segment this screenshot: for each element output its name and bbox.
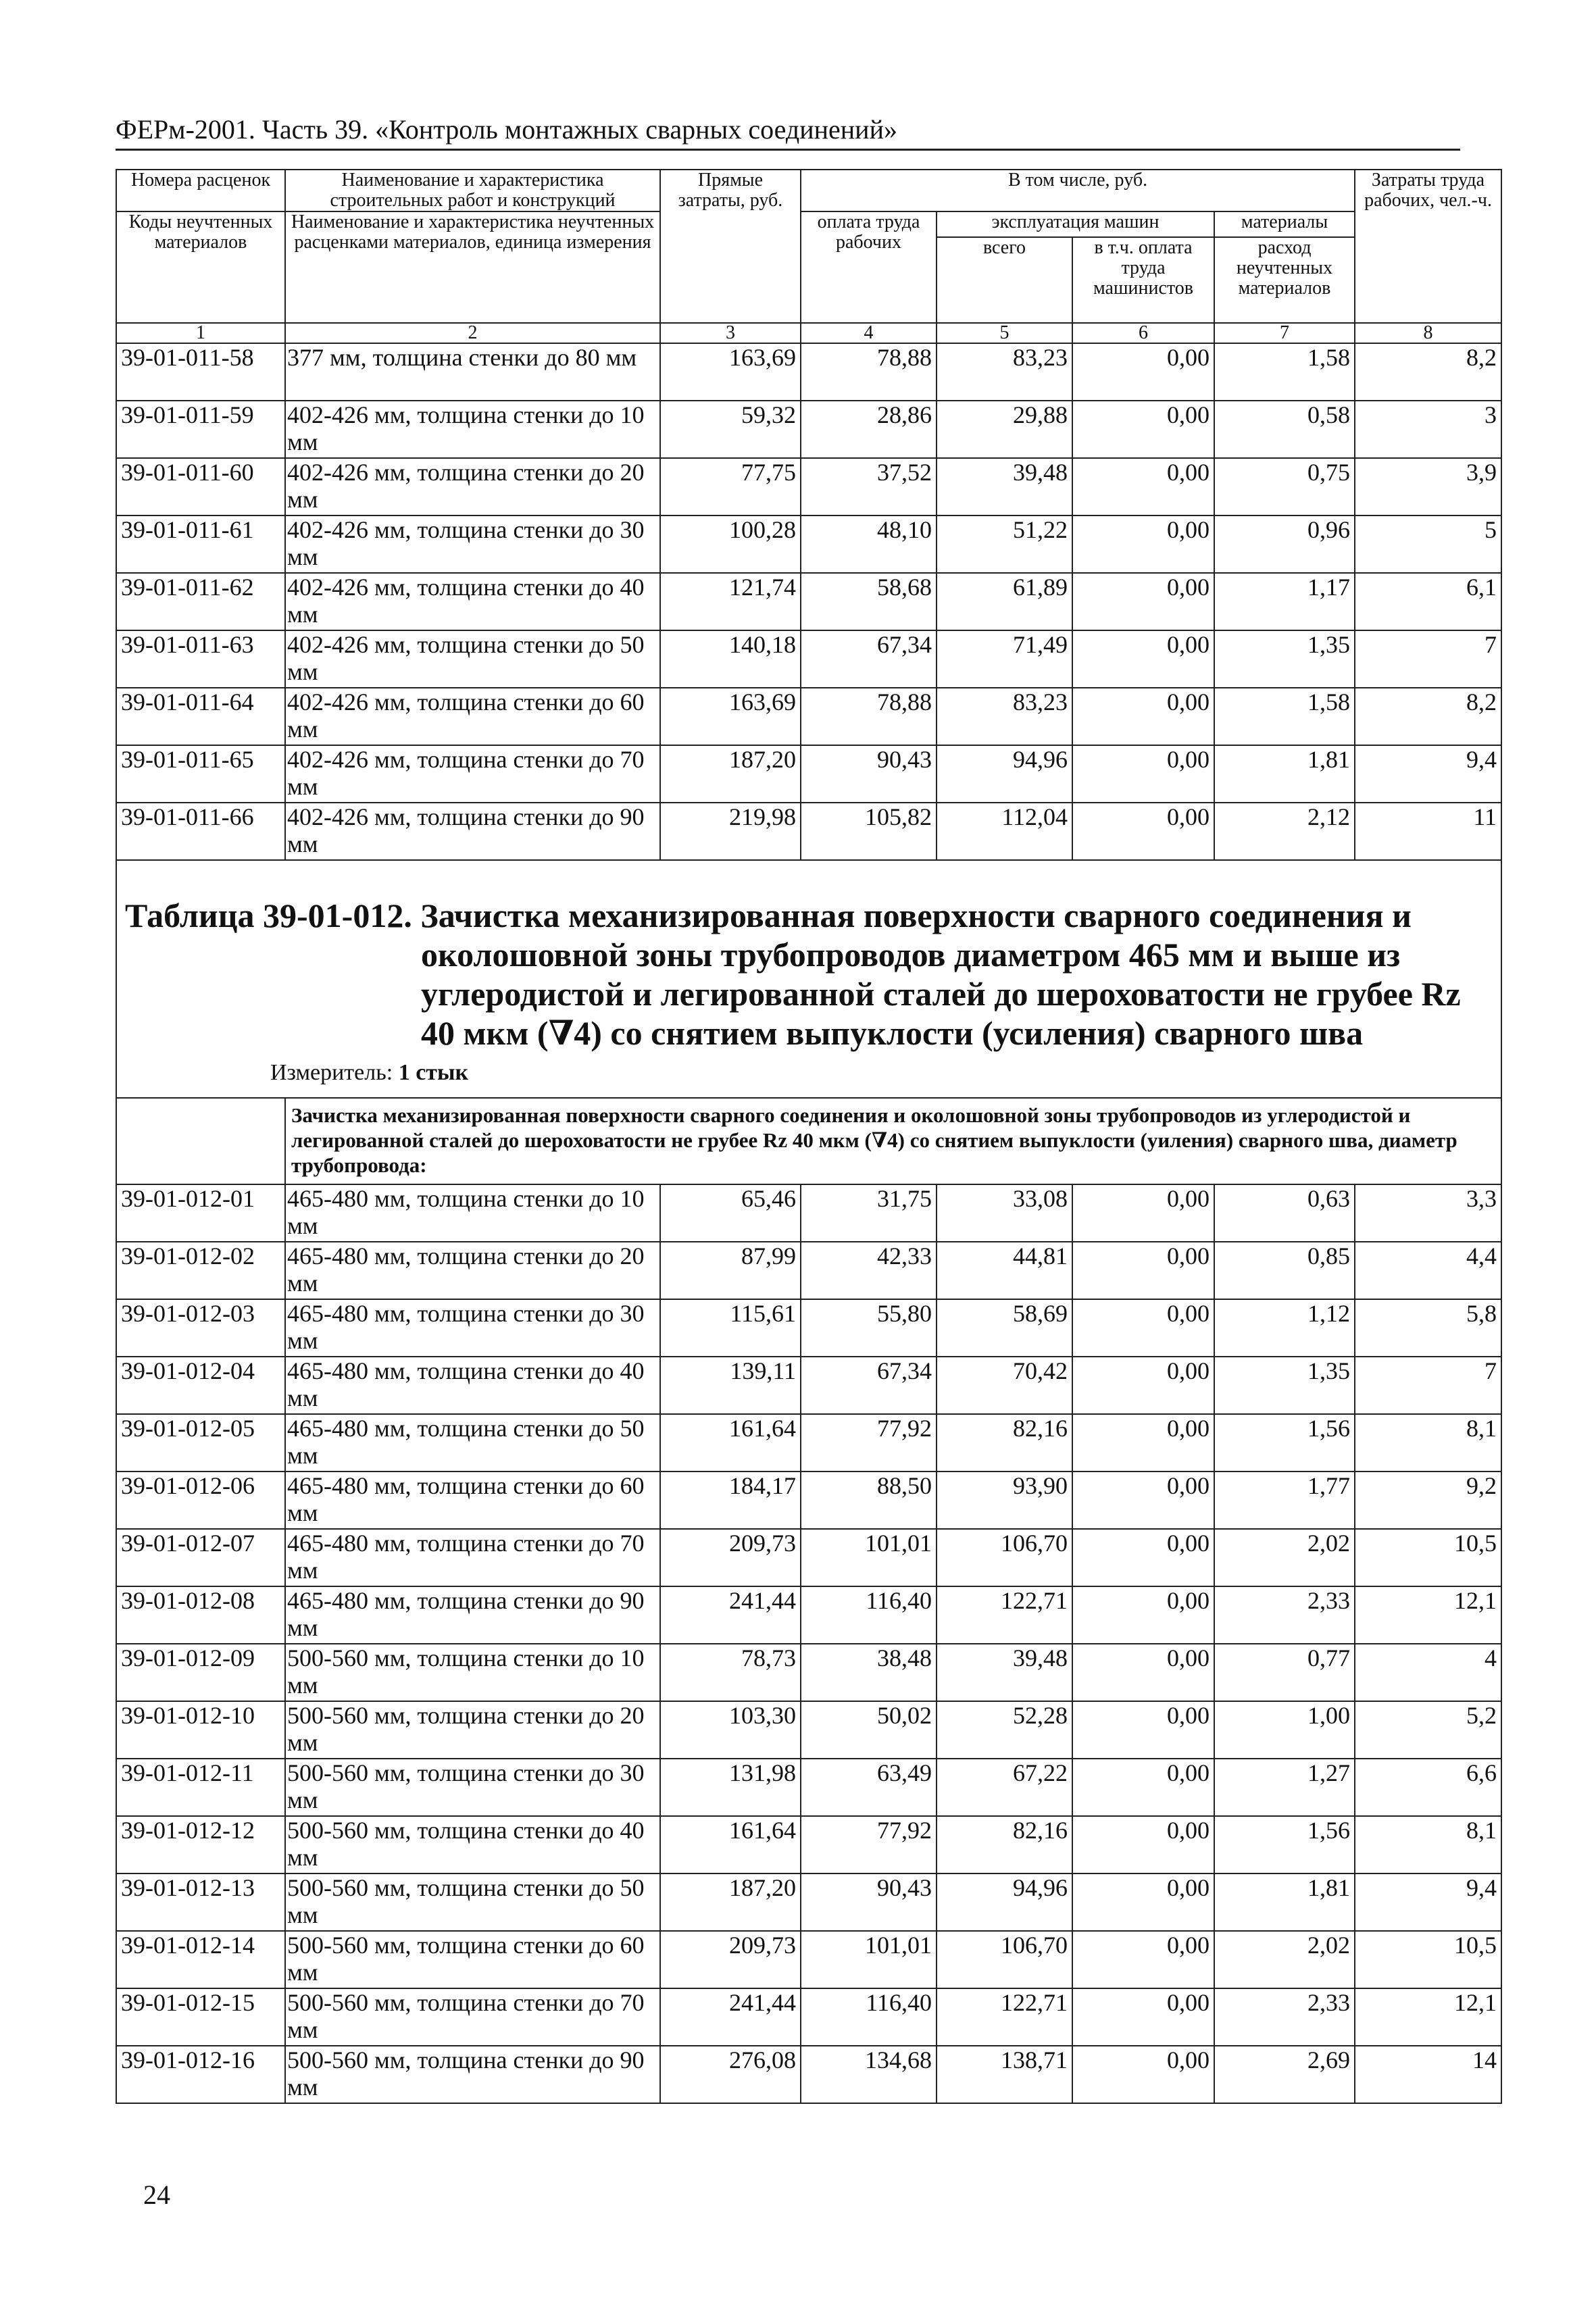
machinist-pay-cell: 0,00	[1072, 1184, 1214, 1242]
machinist-pay-cell: 0,00	[1072, 1931, 1214, 1988]
machines-total-cell: 94,96	[937, 745, 1072, 803]
materials-use-cell: 1,27	[1214, 1759, 1355, 1816]
column-number: 6	[1072, 323, 1214, 343]
column-number: 7	[1214, 323, 1355, 343]
machinist-pay-cell: 0,00	[1072, 1472, 1214, 1529]
direct-costs-cell: 100,28	[660, 515, 801, 573]
column-number-row	[116, 323, 1501, 343]
labor-pay-cell: 42,33	[801, 1242, 937, 1299]
header-direct-costs: Прямые затраты, руб.	[660, 170, 801, 323]
table-body	[116, 170, 1501, 2103]
rate-code-cell: 39-01-011-62	[116, 573, 285, 630]
table-row	[116, 458, 1501, 515]
work-description-cell: 500-560 мм, толщина стенки до 70 мм	[285, 1988, 660, 2046]
header-material-codes: Коды неучтенных материалов	[116, 211, 285, 323]
rate-code-cell: 39-01-011-65	[116, 745, 285, 803]
column-number: 5	[937, 323, 1072, 343]
rate-code-cell: 39-01-012-14	[116, 1931, 285, 1988]
materials-use-cell: 2,12	[1214, 803, 1355, 860]
rate-code-cell: 39-01-012-03	[116, 1299, 285, 1357]
table-row	[116, 1299, 1501, 1357]
labor-costs-cell: 10,5	[1355, 1931, 1501, 1988]
rate-code-cell: 39-01-012-11	[116, 1759, 285, 1816]
page-header	[116, 114, 1460, 151]
table-row	[116, 1472, 1501, 1529]
materials-use-cell: 2,02	[1214, 1931, 1355, 1988]
work-description-cell: 500-560 мм, толщина стенки до 90 мм	[285, 2046, 660, 2103]
labor-costs-cell: 9,4	[1355, 745, 1501, 803]
table-row	[116, 630, 1501, 688]
direct-costs-cell: 187,20	[660, 1873, 801, 1931]
labor-costs-cell: 8,1	[1355, 1816, 1501, 1873]
machinist-pay-cell: 0,00	[1072, 630, 1214, 688]
header-machines-total: всего	[937, 237, 1072, 323]
table-row	[116, 1586, 1501, 1644]
rates-table	[116, 169, 1502, 2104]
labor-pay-cell: 31,75	[801, 1184, 937, 1242]
direct-costs-cell: 65,46	[660, 1184, 801, 1242]
labor-pay-cell: 63,49	[801, 1759, 937, 1816]
rate-code-cell: 39-01-012-16	[116, 2046, 285, 2103]
table-row	[116, 1184, 1501, 1242]
work-description-cell: 465-480 мм, толщина стенки до 30 мм	[285, 1299, 660, 1357]
labor-costs-cell: 14	[1355, 2046, 1501, 2103]
table-row	[116, 1414, 1501, 1472]
materials-use-cell: 2,02	[1214, 1529, 1355, 1586]
direct-costs-cell: 184,17	[660, 1472, 801, 1529]
rate-code-cell: 39-01-012-04	[116, 1357, 285, 1414]
work-description-cell: 402-426 мм, толщина стенки до 60 мм	[285, 688, 660, 745]
machinist-pay-cell: 0,00	[1072, 1529, 1214, 1586]
machinist-pay-cell: 0,00	[1072, 573, 1214, 630]
labor-costs-cell: 7	[1355, 630, 1501, 688]
column-number: 4	[801, 323, 937, 343]
machines-total-cell: 122,71	[937, 1586, 1072, 1644]
rate-code-cell: 39-01-011-63	[116, 630, 285, 688]
header-row-1	[116, 170, 1501, 211]
work-description-cell: 465-480 мм, толщина стенки до 50 мм	[285, 1414, 660, 1472]
work-description-cell: 402-426 мм, толщина стенки до 50 мм	[285, 630, 660, 688]
labor-costs-cell: 6,1	[1355, 573, 1501, 630]
column-number: 3	[660, 323, 801, 343]
work-description-cell: 377 мм, толщина стенки до 80 мм	[285, 343, 660, 401]
labor-pay-cell: 116,40	[801, 1586, 937, 1644]
header-work-name: Наименование и характеристика строительных работ и конструкций	[285, 170, 660, 211]
machinist-pay-cell: 0,00	[1072, 401, 1214, 458]
work-description-cell: 465-480 мм, толщина стенки до 90 мм	[285, 1586, 660, 1644]
materials-use-cell: 0,58	[1214, 401, 1355, 458]
table-row	[116, 515, 1501, 573]
labor-costs-cell: 3,9	[1355, 458, 1501, 515]
labor-pay-cell: 48,10	[801, 515, 937, 573]
table-row	[116, 1873, 1501, 1931]
machines-total-cell: 112,04	[937, 803, 1072, 860]
header-labor-costs: Затраты труда рабочих, чел.-ч.	[1355, 170, 1501, 323]
table-row	[116, 1529, 1501, 1586]
table-row	[116, 1644, 1501, 1701]
rate-code-cell: 39-01-012-07	[116, 1529, 285, 1586]
labor-pay-cell: 116,40	[801, 1988, 937, 2046]
column-number: 8	[1355, 323, 1501, 343]
labor-pay-cell: 77,92	[801, 1816, 937, 1873]
measure-label: Измеритель:	[270, 1060, 393, 1085]
header-including: В том числе, руб.	[801, 170, 1355, 211]
materials-use-cell: 1,00	[1214, 1701, 1355, 1759]
machines-total-cell: 29,88	[937, 401, 1072, 458]
materials-use-cell: 0,85	[1214, 1242, 1355, 1299]
machinist-pay-cell: 0,00	[1072, 1357, 1214, 1414]
labor-costs-cell: 12,1	[1355, 1586, 1501, 1644]
page-number: 24	[143, 2180, 170, 2210]
machinist-pay-cell: 0,00	[1072, 343, 1214, 401]
direct-costs-cell: 140,18	[660, 630, 801, 688]
measure-value: 1 стык	[398, 1060, 469, 1085]
column-number: 2	[285, 323, 660, 343]
rate-code-cell: 39-01-012-08	[116, 1586, 285, 1644]
work-description-cell: 465-480 мм, толщина стенки до 60 мм	[285, 1472, 660, 1529]
header-machines: эксплуатация машин	[937, 211, 1214, 237]
table-row	[116, 688, 1501, 745]
materials-use-cell: 2,33	[1214, 1586, 1355, 1644]
labor-costs-cell: 8,1	[1355, 1414, 1501, 1472]
direct-costs-cell: 78,73	[660, 1644, 801, 1701]
machinist-pay-cell: 0,00	[1072, 688, 1214, 745]
machines-total-cell: 70,42	[937, 1357, 1072, 1414]
machinist-pay-cell: 0,00	[1072, 1242, 1214, 1299]
work-description-cell: 402-426 мм, толщина стенки до 30 мм	[285, 515, 660, 573]
table-row	[116, 1988, 1501, 2046]
machines-total-cell: 52,28	[937, 1701, 1072, 1759]
table-row	[116, 2046, 1501, 2103]
machinist-pay-cell: 0,00	[1072, 2046, 1214, 2103]
materials-use-cell: 2,33	[1214, 1988, 1355, 2046]
machines-total-cell: 106,70	[937, 1529, 1072, 1586]
direct-costs-cell: 121,74	[660, 573, 801, 630]
materials-use-cell: 1,56	[1214, 1816, 1355, 1873]
labor-costs-cell: 5,2	[1355, 1701, 1501, 1759]
labor-pay-cell: 78,88	[801, 343, 937, 401]
direct-costs-cell: 241,44	[660, 1988, 801, 2046]
labor-pay-cell: 101,01	[801, 1529, 937, 1586]
rate-code-cell: 39-01-011-60	[116, 458, 285, 515]
machinist-pay-cell: 0,00	[1072, 1299, 1214, 1357]
machinist-pay-cell: 0,00	[1072, 745, 1214, 803]
direct-costs-cell: 139,11	[660, 1357, 801, 1414]
machinist-pay-cell: 0,00	[1072, 1759, 1214, 1816]
rate-code-cell: 39-01-011-64	[116, 688, 285, 745]
work-description-cell: 402-426 мм, толщина стенки до 70 мм	[285, 745, 660, 803]
group-title-row	[116, 1098, 1501, 1184]
machines-total-cell: 39,48	[937, 458, 1072, 515]
table-row	[116, 401, 1501, 458]
machines-total-cell: 33,08	[937, 1184, 1072, 1242]
work-description-cell: 500-560 мм, толщина стенки до 60 мм	[285, 1931, 660, 1988]
labor-costs-cell: 10,5	[1355, 1529, 1501, 1586]
column-number: 1	[116, 323, 285, 343]
machines-total-cell: 71,49	[937, 630, 1072, 688]
machines-total-cell: 122,71	[937, 1988, 1072, 2046]
machinist-pay-cell: 0,00	[1072, 458, 1214, 515]
machines-total-cell: 44,81	[937, 1242, 1072, 1299]
work-description-cell: 402-426 мм, толщина стенки до 10 мм	[285, 401, 660, 458]
rate-code-cell: 39-01-012-06	[116, 1472, 285, 1529]
materials-use-cell: 1,35	[1214, 1357, 1355, 1414]
header-materials: материалы	[1214, 211, 1355, 237]
header-materials-use: расход неучтенных материалов	[1214, 237, 1355, 323]
machinist-pay-cell: 0,00	[1072, 1644, 1214, 1701]
labor-pay-cell: 58,68	[801, 573, 937, 630]
table-row	[116, 343, 1501, 401]
direct-costs-cell: 163,69	[660, 343, 801, 401]
labor-costs-cell: 3,3	[1355, 1184, 1501, 1242]
header-material-name: Наименование и характеристика неучтенных расценками материалов, единица измерения	[285, 211, 660, 323]
machines-total-cell: 51,22	[937, 515, 1072, 573]
labor-costs-cell: 11	[1355, 803, 1501, 860]
direct-costs-cell: 59,32	[660, 401, 801, 458]
labor-pay-cell: 134,68	[801, 2046, 937, 2103]
materials-use-cell: 1,77	[1214, 1472, 1355, 1529]
labor-pay-cell: 77,92	[801, 1414, 937, 1472]
rate-code-cell: 39-01-012-09	[116, 1644, 285, 1701]
work-description-cell: 500-560 мм, толщина стенки до 30 мм	[285, 1759, 660, 1816]
labor-pay-cell: 55,80	[801, 1299, 937, 1357]
header-machinist-pay: в т.ч. оплата труда машинистов	[1072, 237, 1214, 323]
rate-code-cell: 39-01-011-61	[116, 515, 285, 573]
direct-costs-cell: 77,75	[660, 458, 801, 515]
direct-costs-cell: 161,64	[660, 1414, 801, 1472]
rate-code-cell: 39-01-012-01	[116, 1184, 285, 1242]
materials-use-cell: 0,77	[1214, 1644, 1355, 1701]
group-title-spacer	[116, 1098, 285, 1184]
direct-costs-cell: 187,20	[660, 745, 801, 803]
labor-pay-cell: 78,88	[801, 688, 937, 745]
rate-code-cell: 39-01-012-05	[116, 1414, 285, 1472]
labor-pay-cell: 90,43	[801, 745, 937, 803]
machines-total-cell: 94,96	[937, 1873, 1072, 1931]
header-rate-numbers: Номера расценок	[116, 170, 285, 211]
work-description-cell: 402-426 мм, толщина стенки до 90 мм	[285, 803, 660, 860]
machinist-pay-cell: 0,00	[1072, 1988, 1214, 2046]
labor-costs-cell: 6,6	[1355, 1759, 1501, 1816]
labor-pay-cell: 50,02	[801, 1701, 937, 1759]
rate-code-cell: 39-01-012-10	[116, 1701, 285, 1759]
labor-costs-cell: 9,2	[1355, 1472, 1501, 1529]
table-row	[116, 803, 1501, 860]
labor-pay-cell: 67,34	[801, 1357, 937, 1414]
labor-pay-cell: 105,82	[801, 803, 937, 860]
table-row	[116, 1701, 1501, 1759]
direct-costs-cell: 103,30	[660, 1701, 801, 1759]
machines-total-cell: 138,71	[937, 2046, 1072, 2103]
group-title: Зачистка механизированная поверхности сварного соединения и околошовной зоны трубопроводов из углеродистой и легированной сталей до шероховатости не грубее Rz 40 мкм (∇4) со снятием выпуклости (уиления) сварного шва, диаметр трубопровода:	[285, 1098, 1501, 1184]
labor-pay-cell: 28,86	[801, 401, 937, 458]
labor-pay-cell: 37,52	[801, 458, 937, 515]
table-row	[116, 573, 1501, 630]
machines-total-cell: 82,16	[937, 1414, 1072, 1472]
rate-code-cell: 39-01-012-02	[116, 1242, 285, 1299]
work-description-cell: 465-480 мм, толщина стенки до 70 мм	[285, 1529, 660, 1586]
machinist-pay-cell: 0,00	[1072, 1873, 1214, 1931]
machinist-pay-cell: 0,00	[1072, 515, 1214, 573]
direct-costs-cell: 163,69	[660, 688, 801, 745]
labor-costs-cell: 5	[1355, 515, 1501, 573]
materials-use-cell: 2,69	[1214, 2046, 1355, 2103]
header-title: ФЕРм-2001. Часть 39. «Контроль монтажных сварных соединений»	[116, 114, 897, 145]
work-description-cell: 500-560 мм, толщина стенки до 20 мм	[285, 1701, 660, 1759]
direct-costs-cell: 276,08	[660, 2046, 801, 2103]
labor-pay-cell: 88,50	[801, 1472, 937, 1529]
work-description-cell: 500-560 мм, толщина стенки до 40 мм	[285, 1816, 660, 1873]
machines-total-cell: 83,23	[937, 688, 1072, 745]
labor-costs-cell: 8,2	[1355, 688, 1501, 745]
machines-total-cell: 106,70	[937, 1931, 1072, 1988]
direct-costs-cell: 219,98	[660, 803, 801, 860]
direct-costs-cell: 241,44	[660, 1586, 801, 1644]
table-row	[116, 1357, 1501, 1414]
machinist-pay-cell: 0,00	[1072, 1414, 1214, 1472]
machines-total-cell: 39,48	[937, 1644, 1072, 1701]
work-description-cell: 500-560 мм, толщина стенки до 50 мм	[285, 1873, 660, 1931]
labor-pay-cell: 90,43	[801, 1873, 937, 1931]
direct-costs-cell: 87,99	[660, 1242, 801, 1299]
machines-total-cell: 82,16	[937, 1816, 1072, 1873]
labor-costs-cell: 4	[1355, 1644, 1501, 1701]
materials-use-cell: 1,58	[1214, 343, 1355, 401]
labor-costs-cell: 3	[1355, 401, 1501, 458]
table-row	[116, 1242, 1501, 1299]
materials-use-cell: 0,75	[1214, 458, 1355, 515]
work-description-cell: 402-426 мм, толщина стенки до 20 мм	[285, 458, 660, 515]
labor-pay-cell: 101,01	[801, 1931, 937, 1988]
table-row	[116, 1931, 1501, 1988]
materials-use-cell: 1,56	[1214, 1414, 1355, 1472]
labor-costs-cell: 4,4	[1355, 1242, 1501, 1299]
labor-costs-cell: 7	[1355, 1357, 1501, 1414]
materials-use-cell: 1,17	[1214, 573, 1355, 630]
machinist-pay-cell: 0,00	[1072, 1816, 1214, 1873]
work-description-cell: 402-426 мм, толщина стенки до 40 мм	[285, 573, 660, 630]
work-description-cell: 500-560 мм, толщина стенки до 10 мм	[285, 1644, 660, 1701]
table-012-title-row	[116, 860, 1501, 1098]
work-description-cell: 465-480 мм, толщина стенки до 10 мм	[285, 1184, 660, 1242]
direct-costs-cell: 209,73	[660, 1529, 801, 1586]
labor-pay-cell: 38,48	[801, 1644, 937, 1701]
machines-total-cell: 58,69	[937, 1299, 1072, 1357]
machinist-pay-cell: 0,00	[1072, 803, 1214, 860]
labor-costs-cell: 8,2	[1355, 343, 1501, 401]
rate-code-cell: 39-01-012-15	[116, 1988, 285, 2046]
machinist-pay-cell: 0,00	[1072, 1586, 1214, 1644]
table-012-title: Таблица 39-01-012. Зачистка механизированная поверхности сварного соединения и	[125, 897, 1412, 934]
rate-code-cell: 39-01-011-59	[116, 401, 285, 458]
labor-costs-cell: 9,4	[1355, 1873, 1501, 1931]
direct-costs-cell: 161,64	[660, 1816, 801, 1873]
work-description-cell: 465-480 мм, толщина стенки до 40 мм	[285, 1357, 660, 1414]
labor-costs-cell: 5,8	[1355, 1299, 1501, 1357]
table-row	[116, 1816, 1501, 1873]
rate-code-cell: 39-01-012-13	[116, 1873, 285, 1931]
table-012-title-block	[116, 860, 1501, 1098]
rate-code-cell: 39-01-011-58	[116, 343, 285, 401]
machines-total-cell: 93,90	[937, 1472, 1072, 1529]
labor-pay-cell: 67,34	[801, 630, 937, 688]
table-012-title-continued: околошовной зоны трубопроводов диаметром 465 мм и выше из углеродистой и легированной сталей до шероховатости не грубее Rz 40 мкм (∇4) со снятием выпуклости (усиления) сварного шва	[421, 936, 1461, 1052]
rate-code-cell: 39-01-012-12	[116, 1816, 285, 1873]
machines-total-cell: 61,89	[937, 573, 1072, 630]
materials-use-cell: 1,81	[1214, 1873, 1355, 1931]
materials-use-cell: 0,96	[1214, 515, 1355, 573]
machinist-pay-cell: 0,00	[1072, 1701, 1214, 1759]
table-row	[116, 745, 1501, 803]
direct-costs-cell: 209,73	[660, 1931, 801, 1988]
header-labor-pay: оплата труда рабочих	[801, 211, 937, 323]
materials-use-cell: 1,12	[1214, 1299, 1355, 1357]
table-row	[116, 1759, 1501, 1816]
machines-total-cell: 83,23	[937, 343, 1072, 401]
materials-use-cell: 0,63	[1214, 1184, 1355, 1242]
direct-costs-cell: 131,98	[660, 1759, 801, 1816]
labor-costs-cell: 12,1	[1355, 1988, 1501, 2046]
direct-costs-cell: 115,61	[660, 1299, 801, 1357]
rate-code-cell: 39-01-011-66	[116, 803, 285, 860]
work-description-cell: 465-480 мм, толщина стенки до 20 мм	[285, 1242, 660, 1299]
materials-use-cell: 1,58	[1214, 688, 1355, 745]
table-012-measure	[125, 1059, 1482, 1086]
machines-total-cell: 67,22	[937, 1759, 1072, 1816]
header-row-2	[116, 211, 1501, 237]
materials-use-cell: 1,35	[1214, 630, 1355, 688]
materials-use-cell: 1,81	[1214, 745, 1355, 803]
